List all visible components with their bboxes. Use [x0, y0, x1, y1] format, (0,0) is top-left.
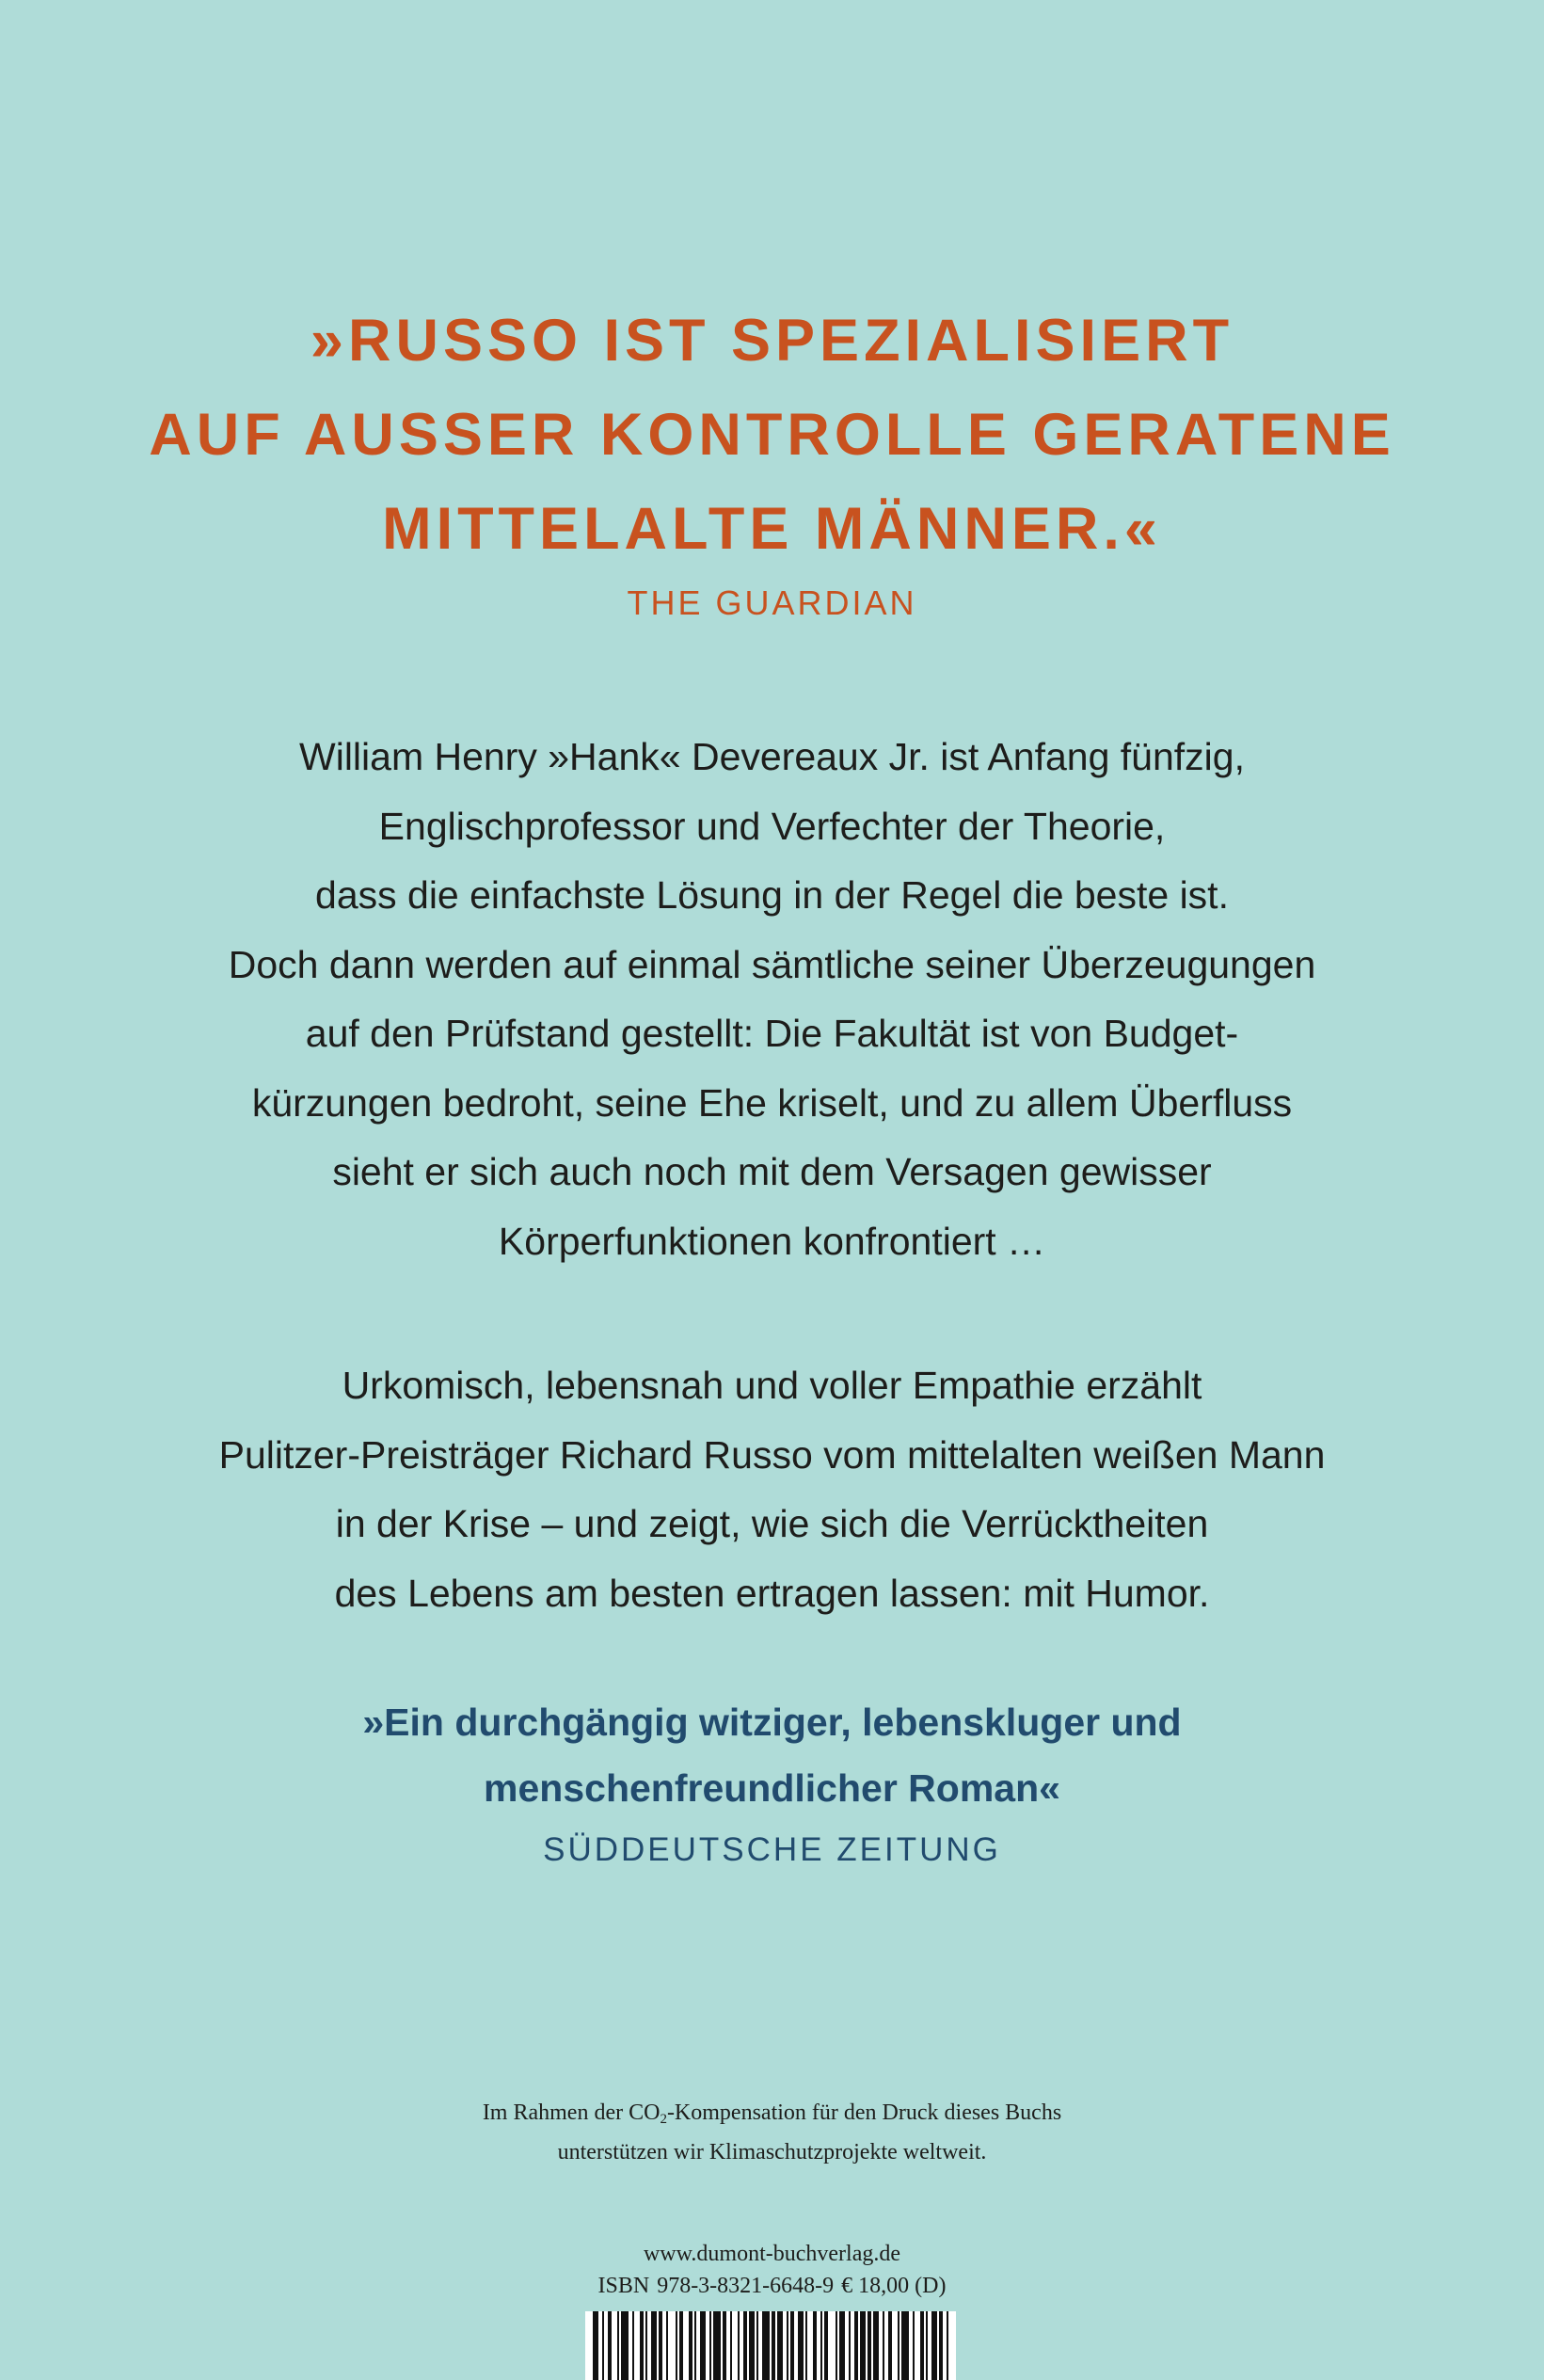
barcode-bar: [762, 2311, 770, 2380]
barcode-graphic: [585, 2311, 956, 2380]
barcode-bar: [849, 2311, 851, 2380]
barcode-bar: [883, 2311, 884, 2380]
blurb-2-line-1: Urkomisch, lebensnah und voller Empathie erzählt: [342, 1364, 1202, 1407]
blurb-1-line-6: kürzungen bedroht, seine Ehe kriselt, und zu allem Überfluss: [251, 1080, 1293, 1125]
barcode: [585, 2311, 956, 2380]
guardian-source: THE GUARDIAN: [627, 583, 917, 622]
blurb-paragraph-1: [0, 723, 1544, 1276]
barcode-bar: [947, 2311, 948, 2380]
barcode-bar: [777, 2311, 783, 2380]
barcode-bar: [787, 2311, 788, 2380]
barcode-bar: [931, 2311, 937, 2380]
barcode-bar: [689, 2311, 692, 2380]
barcode-bar: [901, 2311, 909, 2380]
barcode-bar: [756, 2311, 758, 2380]
guardian-quote: [0, 294, 1544, 576]
barcode-bar: [709, 2311, 711, 2380]
barcode-bar: [820, 2311, 822, 2380]
barcode-bar: [723, 2311, 726, 2380]
barcode-bar: [913, 2311, 915, 2380]
barcode-bar: [772, 2311, 775, 2380]
barcode-bar: [743, 2311, 747, 2380]
barcode-bar: [621, 2311, 629, 2380]
co2-note-text-a: Im Rahmen der CO: [482, 2100, 661, 2125]
co2-note-line-2: unterstützen wir Klimaschutzprojekte weltweit.: [557, 2140, 987, 2164]
barcode-bar: [645, 2311, 647, 2380]
barcode-bar: [888, 2311, 892, 2380]
imprint: [0, 2238, 1544, 2302]
barcode-bar: [898, 2311, 899, 2380]
blurb-2-line-4: des Lebens am besten ertragen lassen: mit Humor.: [334, 1571, 1210, 1615]
barcode-bar: [939, 2311, 943, 2380]
blurb-1-line-2: Englischprofessor und Verfechter der Theorie,: [378, 804, 1166, 848]
blurb-1-line-8: Körperfunktionen konfrontiert …: [498, 1219, 1046, 1263]
blurb-1-line-3: dass die einfachste Lösung in der Regel die beste ist.: [315, 873, 1229, 917]
barcode-bar: [839, 2311, 845, 2380]
sz-quote-line-1: »Ein durchgängig witziger, lebenskluger und: [362, 1701, 1182, 1744]
barcode-bar: [617, 2311, 619, 2380]
co2-note-text-b: -Kompensation für den Druck dieses Buchs: [666, 2100, 1062, 2125]
blurb-1-line-7: sieht er sich auch noch mit dem Versagen gewisser: [332, 1150, 1212, 1193]
guardian-quote-line-3: MITTELALTE MÄNNER.«: [382, 496, 1162, 562]
blurb-1-line-5: auf den Prüfstand gestellt: Die Fakultät ist von Budget-: [305, 1012, 1239, 1055]
barcode-bar: [659, 2311, 662, 2380]
barcode-bar: [873, 2311, 879, 2380]
sz-quote: [0, 1689, 1544, 1821]
barcode-bar: [651, 2311, 657, 2380]
guardian-quote-line-2: AUF AUSSER KONTROLLE GERATENE: [149, 402, 1395, 468]
barcode-bar: [920, 2311, 924, 2380]
isbn-number: 978-3-8321-6648-9: [657, 2274, 835, 2298]
barcode-bar: [798, 2311, 804, 2380]
barcode-bar: [805, 2311, 807, 2380]
barcode-bar: [868, 2311, 871, 2380]
sz-quote-line-2: menschenfreundlicher Roman«: [484, 1766, 1060, 1810]
barcode-bar: [694, 2311, 696, 2380]
blurb-1-line-4: Doch dann werden auf einmal sämtliche seiner Überzeugungen: [228, 942, 1316, 986]
barcode-bar: [676, 2311, 677, 2380]
barcode-bar: [836, 2311, 837, 2380]
barcode-bar: [602, 2311, 604, 2380]
barcode-bar: [738, 2311, 740, 2380]
barcode-bar: [666, 2311, 668, 2380]
barcode-bar: [824, 2311, 828, 2380]
blurb-paragraph-2: [0, 1351, 1544, 1628]
blurb-2-line-3: in der Krise – und zeigt, wie sich die Verrücktheiten: [335, 1502, 1209, 1545]
barcode-bar: [632, 2311, 634, 2380]
barcode-bar: [700, 2311, 706, 2380]
sz-source: SÜDDEUTSCHE ZEITUNG: [543, 1831, 1001, 1868]
barcode-bar: [854, 2311, 858, 2380]
blurb-2-line-2: Pulitzer-Preisträger Richard Russo vom mittelalten weißen Mann: [218, 1432, 1326, 1477]
guardian-quote-line-1: »RUSSO IST SPEZIALISIERT: [310, 308, 1234, 374]
barcode-bar: [749, 2311, 755, 2380]
barcode-bar: [593, 2311, 598, 2380]
isbn-label: ISBN: [597, 2274, 650, 2298]
barcode-bar: [713, 2311, 721, 2380]
publisher-website: www.dumont-buchverlag.de: [643, 2242, 901, 2266]
barcode-bar: [926, 2311, 928, 2380]
isbn-price-line: [0, 2270, 1544, 2302]
co2-subscript: 2: [660, 2112, 667, 2127]
barcode-bar: [813, 2311, 817, 2380]
barcode-bar: [679, 2311, 683, 2380]
blurb-1-line-1: William Henry »Hank« Devereaux Jr. ist Anfang fünfzig,: [299, 735, 1245, 778]
price: € 18,00 (D): [841, 2274, 947, 2298]
barcode-bar: [790, 2311, 794, 2380]
barcode-bar: [730, 2311, 732, 2380]
barcode-bar: [860, 2311, 866, 2380]
co2-compensation-note: [0, 2097, 1544, 2169]
barcode-bar: [640, 2311, 644, 2380]
barcode-bar: [608, 2311, 612, 2380]
co2-note-line-1: [0, 2097, 1544, 2136]
